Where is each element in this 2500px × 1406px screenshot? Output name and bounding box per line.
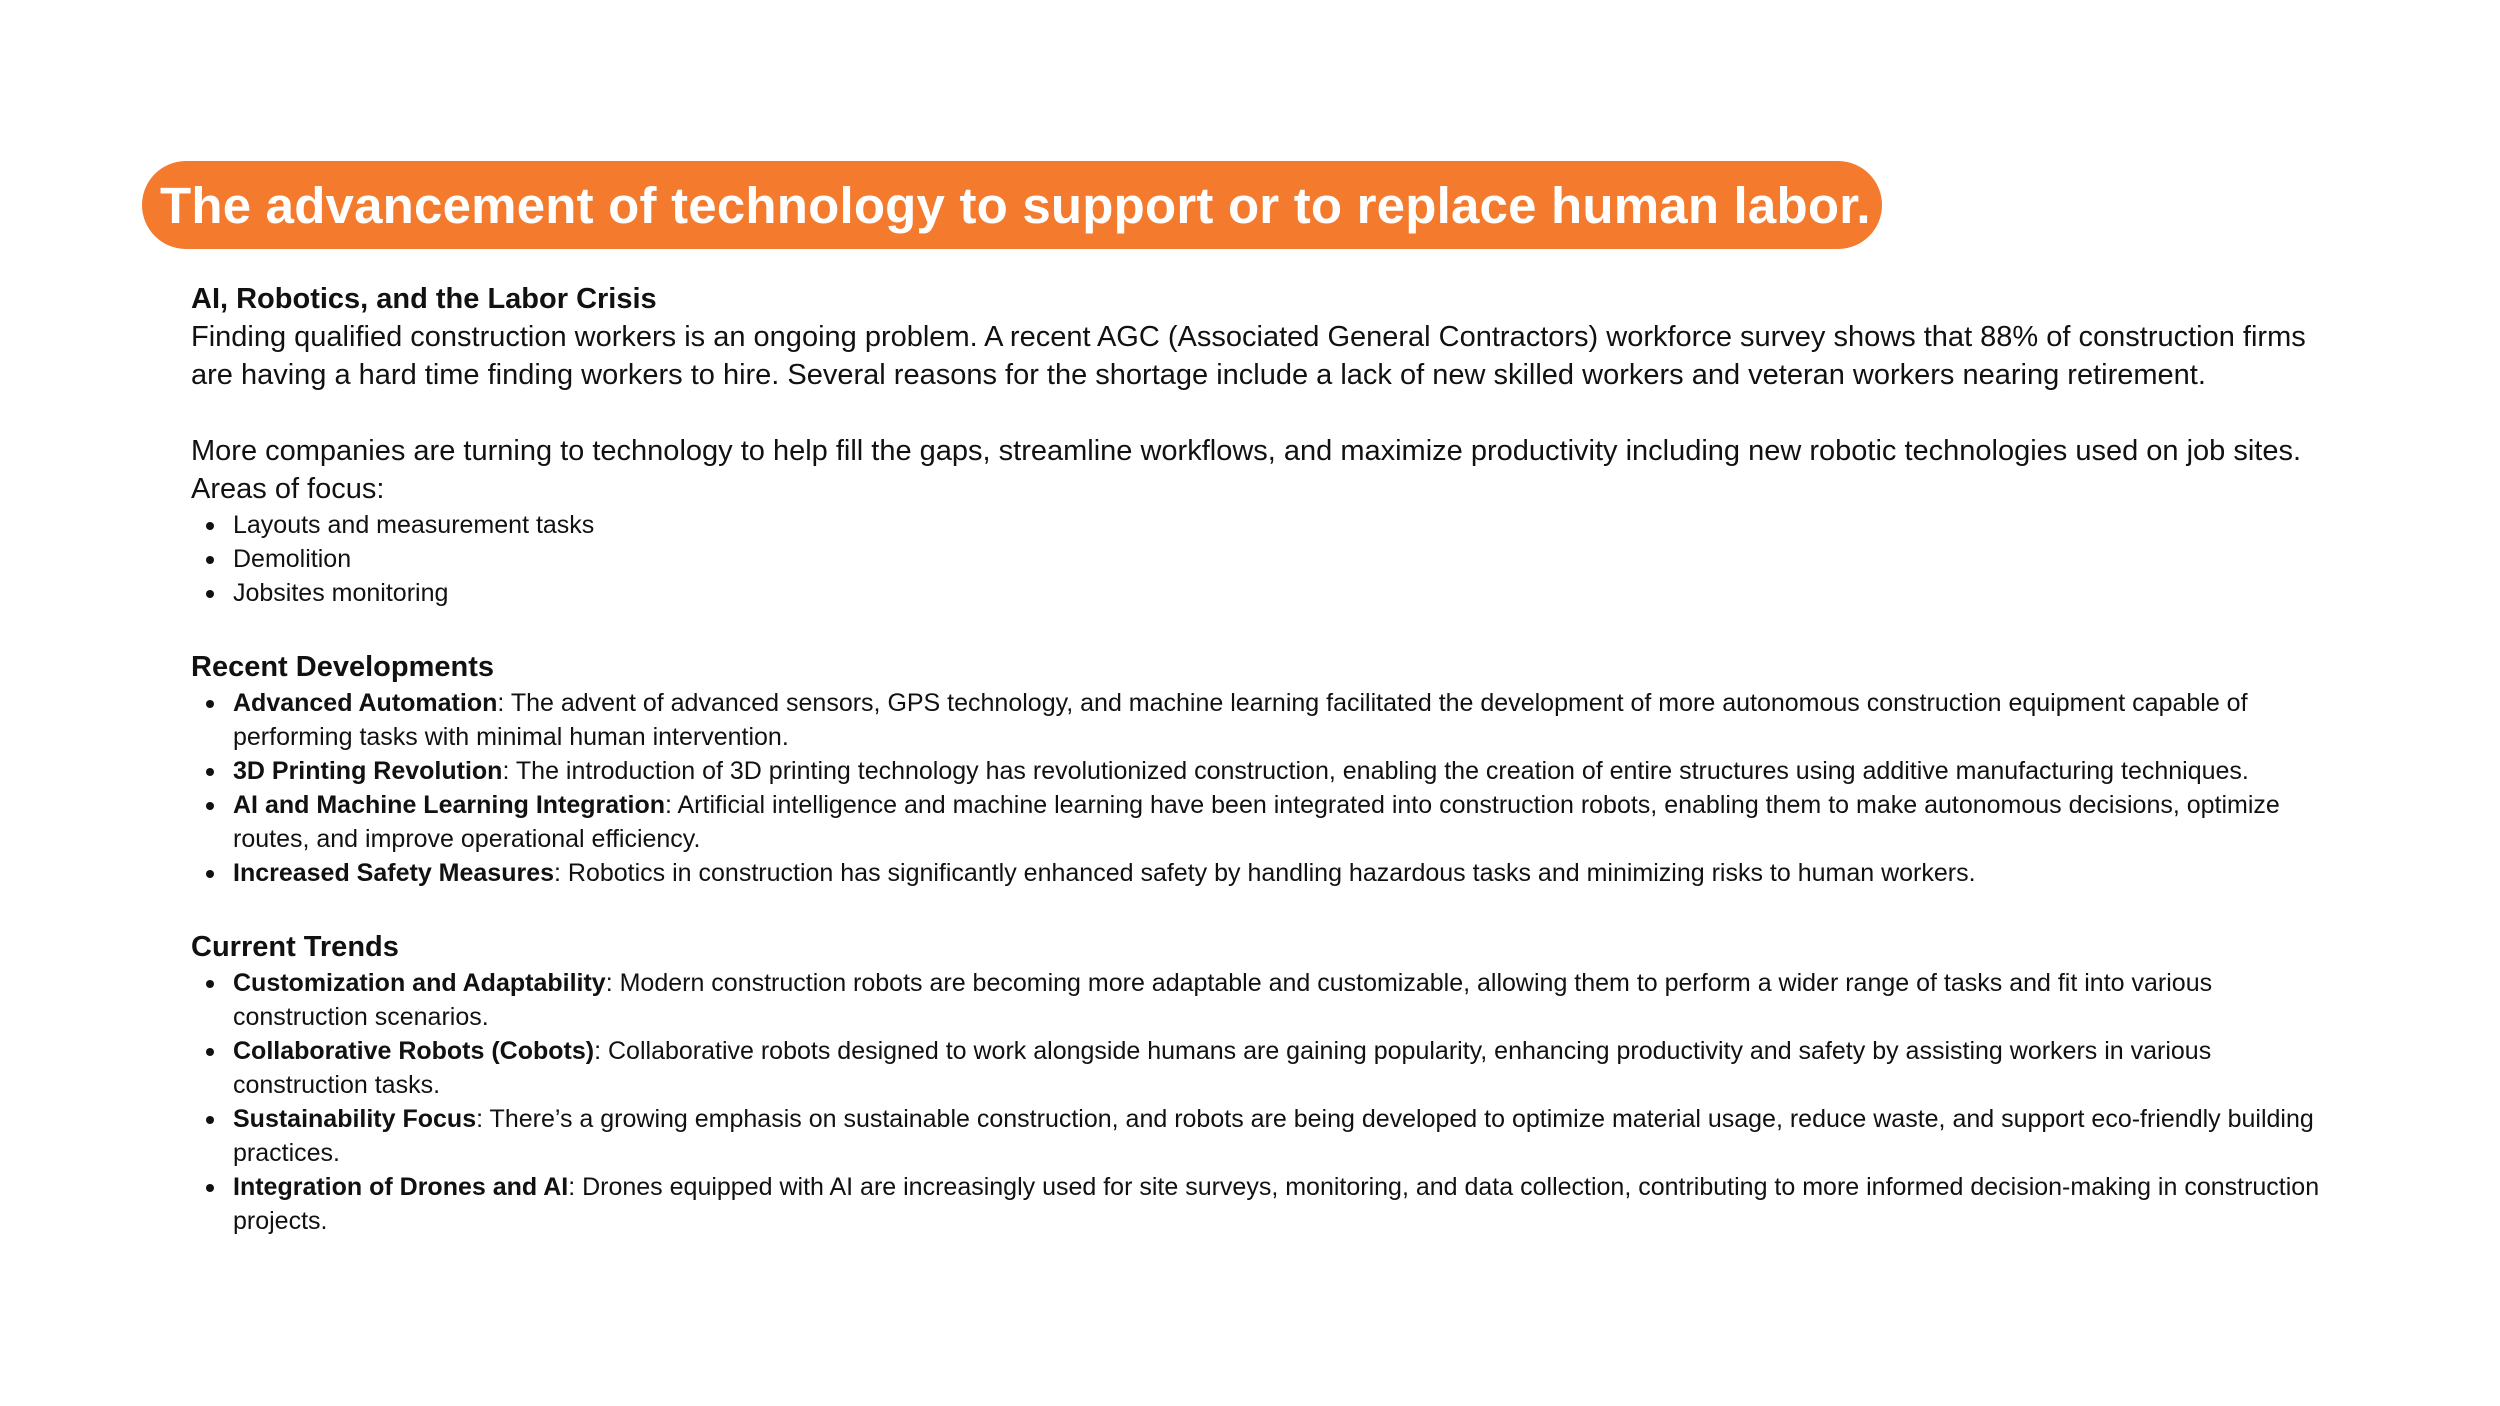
focus-list (191, 508, 2341, 610)
list-item-term: 3D Printing Revolution (233, 757, 503, 785)
bullet-icon (206, 870, 214, 878)
list-item-term: Integration of Drones and AI (233, 1173, 569, 1201)
section-heading-trends: Current Trends (191, 931, 399, 963)
list-item-term: AI and Machine Learning Integration (233, 791, 665, 819)
list-item (191, 1034, 2341, 1102)
spacer (191, 394, 2341, 432)
crisis-paragraph-1: Finding qualified construction workers is an ongoing problem. A recent AGC (Associated General Contractors) workforce survey shows that 88% of construction firms are having a hard time finding workers to hire. Several reasons for the shortage include a lack of new skilled workers and veteran workers nearing retirement. (191, 321, 2306, 391)
bullet-icon (206, 980, 214, 988)
list-item (191, 856, 2341, 890)
spacer (191, 890, 2341, 928)
list-item (191, 576, 2341, 610)
list-item-text: : Collaborative robots designed to work alongside humans are gaining popularity, enhancing productivity and safety by assisting workers in various construction tasks. (233, 1037, 2212, 1099)
list-item (191, 542, 2341, 576)
list-item-text: : Drones equipped with AI are increasingly used for site surveys, monitoring, and data collection, contributing to more informed decision-making in construction projects. (233, 1173, 2320, 1235)
list-item-term: Sustainability Focus (233, 1105, 477, 1133)
bullet-icon (206, 700, 214, 708)
list-item-text: : Modern construction robots are becoming more adaptable and customizable, allowing them to perform a wider range of tasks and fit into various construction scenarios. (233, 969, 2213, 1031)
section-heading-crisis: AI, Robotics, and the Labor Crisis (191, 283, 657, 315)
list-item-term: Increased Safety Measures (233, 859, 555, 887)
bullet-icon (206, 556, 214, 564)
list-item (191, 754, 2341, 788)
list-item-text: : The advent of advanced sensors, GPS technology, and machine learning facilitated the development of more autonomous construction equipment capable of performing tasks with minimal human intervention. (233, 689, 2248, 751)
list-item-text: Layouts and measurement tasks (233, 511, 595, 539)
bullet-icon (206, 802, 214, 810)
bullet-icon (206, 1184, 214, 1192)
list-item-text: : Robotics in construction has significantly enhanced safety by handling hazardous tasks and minimizing risks to human workers. (554, 859, 1976, 887)
list-item-text: Demolition (233, 545, 352, 573)
section-heading-developments: Recent Developments (191, 651, 494, 683)
list-item (191, 788, 2341, 856)
list-item-text: Jobsites monitoring (233, 579, 449, 607)
list-item-text: : The introduction of 3D printing technology has revolutionized construction, enabling the creation of entire structures using additive manufacturing techniques. (502, 757, 2249, 785)
list-item-text: : Artificial intelligence and machine learning have been integrated into construction robots, enabling them to make autonomous decisions, optimize routes, and improve operational efficiency. (233, 791, 2280, 853)
page-title: The advancement of technology to support or to replace human labor. (160, 176, 1871, 234)
developments-list (191, 686, 2341, 890)
spacer (191, 610, 2341, 648)
list-item-term: Collaborative Robots (Cobots) (233, 1037, 595, 1065)
list-item-term: Customization and Adaptability (233, 969, 606, 997)
list-item-text: : There’s a growing emphasis on sustainable construction, and robots are being developed to optimize material usage, reduce waste, and support eco-friendly building practices. (233, 1105, 2314, 1167)
list-item (191, 508, 2341, 542)
crisis-paragraph-2: More companies are turning to technology to help fill the gaps, streamline workflows, and maximize productivity including new robotic technologies used on job sites. Areas of focus: (191, 435, 2302, 505)
bullet-icon (206, 768, 214, 776)
content-body (191, 280, 2341, 1238)
bullet-icon (206, 522, 214, 530)
list-item (191, 1102, 2341, 1170)
list-item (191, 1170, 2341, 1238)
list-item (191, 686, 2341, 754)
bullet-icon (206, 590, 214, 598)
bullet-icon (206, 1116, 214, 1124)
title-banner (142, 161, 1882, 249)
list-item-term: Advanced Automation (233, 689, 498, 717)
trends-list (191, 966, 2341, 1238)
list-item (191, 966, 2341, 1034)
bullet-icon (206, 1048, 214, 1056)
